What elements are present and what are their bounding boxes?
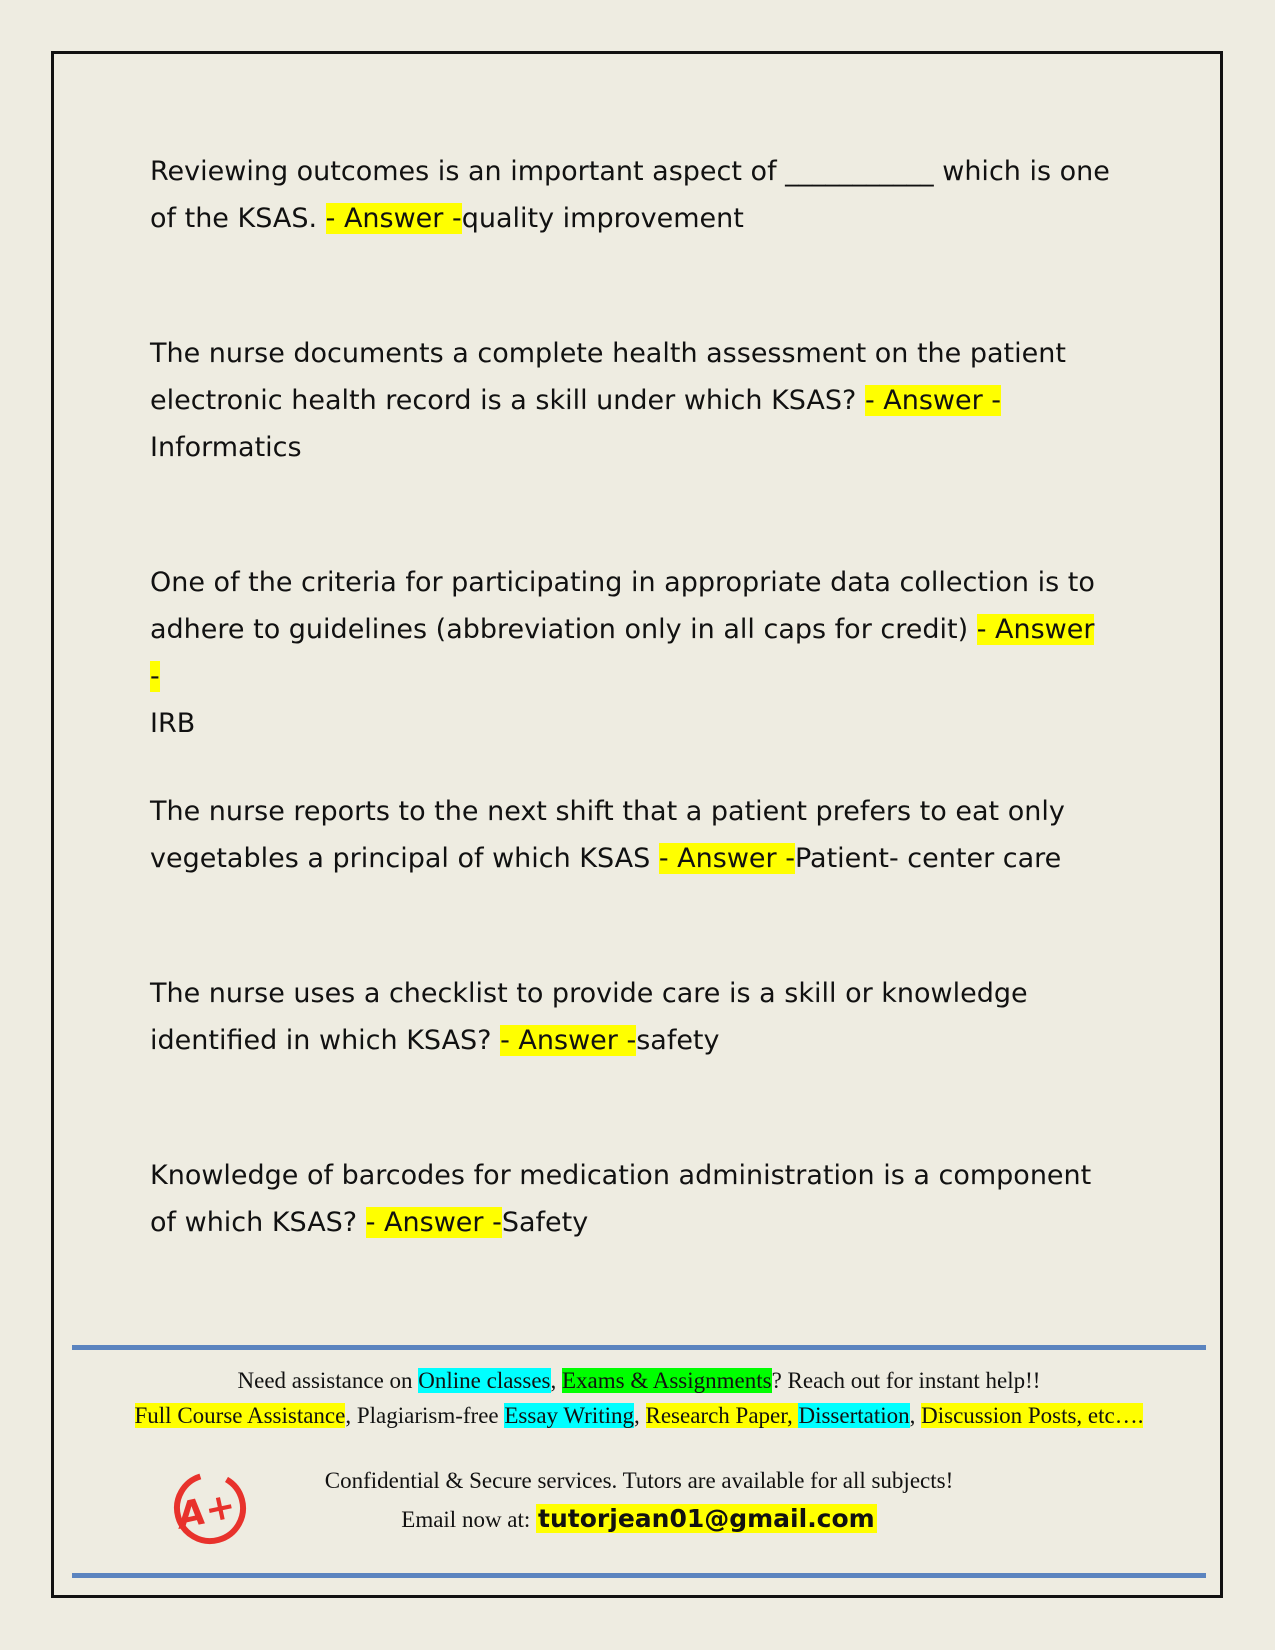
answer-text: Patient- center care (794, 843, 1062, 874)
qa-item-2 (150, 330, 1110, 471)
qa-item-3 (150, 559, 1110, 747)
answer-marker: - Answer - (500, 1025, 637, 1056)
footer-promo-line-1 (72, 1368, 1206, 1394)
answer-text: Informatics (150, 432, 302, 463)
essay-writing-highlight: Essay Writing (504, 1403, 634, 1428)
answer-marker: - Answer - (658, 843, 795, 874)
exams-highlight: Exams & Assignments (562, 1368, 772, 1393)
discussion-posts-highlight: Discussion Posts, etc…. (921, 1403, 1144, 1428)
dissertation-highlight: Dissertation (798, 1403, 910, 1428)
promo-text: , (550, 1368, 562, 1393)
promo-text: ? Reach out for instant help!! (771, 1368, 1041, 1393)
answer-text: Safety (501, 1207, 589, 1238)
email-line (72, 1504, 1206, 1533)
promo-text: , (634, 1403, 646, 1428)
answer-marker: - Answer - (325, 203, 462, 234)
question-text: The nurse documents a complete health assessment on the patient electronic health record is a skill under which KSAS? (150, 338, 1066, 416)
footer-rule-top (72, 1345, 1206, 1350)
answer-marker: - Answer - (864, 385, 1002, 416)
question-text: Reviewing outcomes is an important aspect of ___________ which is one of the KSAS. (150, 156, 1110, 234)
question-text: One of the criteria for participating in appropriate data collection is to adhere to guidelines (abbreviation only in all caps for credit) (150, 567, 1095, 645)
full-course-highlight: Full Course Assistance (134, 1403, 346, 1428)
qa-item-6 (150, 1152, 1110, 1246)
answer-text: quality improvement (461, 203, 744, 234)
promo-text: Need assistance on (237, 1368, 419, 1393)
answer-marker: - Answer - (150, 614, 1095, 692)
qa-item-4 (150, 788, 1110, 882)
promo-text: , Plagiarism-free (345, 1403, 505, 1428)
research-paper-highlight: Research Paper, (645, 1403, 799, 1428)
answer-text: safety (636, 1025, 720, 1056)
confidential-text: Confidential & Secure services. Tutors are available for all subjects! (324, 1468, 954, 1493)
logo-text: A+ (173, 1485, 240, 1538)
question-text: Knowledge of barcodes for medication administration is a component of which KSAS? (150, 1160, 1092, 1238)
qa-item-5 (150, 970, 1110, 1064)
question-text: The nurse reports to the next shift that a patient prefers to eat only vegetables a principal of which KSAS (150, 796, 1065, 874)
promo-text: , (909, 1403, 922, 1428)
online-classes-highlight: Online classes (418, 1368, 551, 1393)
email-label: Email now at: (401, 1507, 537, 1532)
footer-promo-line-2 (72, 1403, 1206, 1429)
question-text: The nurse uses a checklist to provide care is a skill or knowledge identified in which KSAS? (150, 978, 1028, 1056)
answer-marker: - Answer - (365, 1207, 502, 1238)
answer-text: IRB (150, 708, 196, 739)
email-link[interactable]: tutorjean01@gmail.com (538, 1504, 875, 1533)
footer-rule-bottom (72, 1573, 1206, 1578)
qa-item-1 (150, 148, 1110, 242)
